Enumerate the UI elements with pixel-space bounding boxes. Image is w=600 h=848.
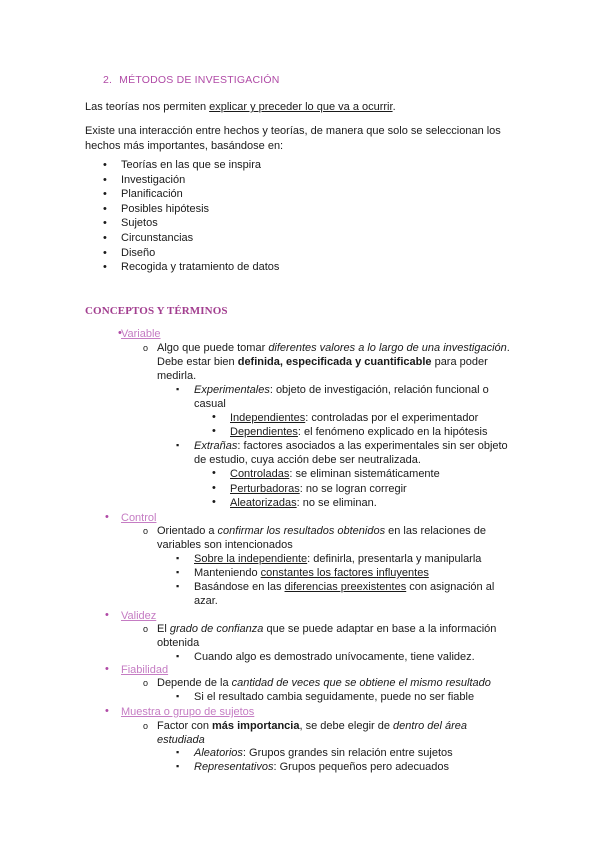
square-bullet: ▪ — [176, 761, 180, 771]
list-item: • Sujetos — [85, 216, 279, 231]
square-bullet: ▪ — [176, 440, 180, 450]
variable-aleatorizadas: Aleatorizadas: no se eliminan. — [230, 497, 377, 509]
concept-fiabilidad-title: Fiabilidad — [121, 664, 169, 676]
concepts-heading: CONCEPTOS Y TÉRMINOS — [85, 305, 228, 317]
square-bullet: ▪ — [176, 651, 180, 661]
intro-paragraph-1: Las teorías nos permiten explicar y preceder lo que va a ocurrir. — [85, 101, 396, 113]
variable-experimentales: Experimentales: objeto de investigación, relación funcional o — [194, 384, 489, 396]
variable-controladas: Controladas: se eliminan sistemáticamente — [230, 468, 440, 480]
control-sub-3-l2: azar. — [194, 595, 218, 607]
variable-extranas-l2: de estudio, cuya acción debe ser neutralizada. — [194, 454, 421, 466]
muestra-aleatorios: Aleatorios: Grupos grandes sin relación entre sujetos — [194, 747, 453, 759]
square-bullet: ▪ — [176, 384, 180, 394]
list-item: • Investigación — [85, 173, 279, 188]
variable-line-3: medirla. — [157, 370, 197, 382]
section-number: 2. — [103, 74, 113, 86]
control-line-2: variables son intencionados — [157, 539, 293, 551]
fiabilidad-sub-1: Si el resultado cambia seguidamente, puede no ser fiable — [194, 691, 475, 703]
bullet-dot: • — [105, 609, 109, 621]
bullet-dot: • — [212, 482, 216, 494]
intro-paragraph-2: Existe una interacción entre hechos y teorías, de manera que solo se seleccionan los hechos más importantes, basándose en: — [85, 125, 501, 152]
control-sub-3: Basándose en las diferencias preexistentes con asignación al — [194, 581, 495, 593]
muestra-representativos: Representativos: Grupos pequeños pero adecuados — [194, 761, 450, 773]
bullet-dot: • — [105, 511, 109, 523]
variable-perturbadoras: Perturbadoras: no se logran corregir — [230, 483, 407, 495]
concept-variable-title: Variable — [121, 328, 161, 340]
muestra-line-1: Factor con más importancia, se debe elegir de dentro del área — [157, 720, 468, 732]
bullet-dot: • — [212, 467, 216, 479]
square-bullet: ▪ — [176, 691, 180, 701]
control-line-1: Orientado a confirmar los resultados obtenidos en las relaciones de — [157, 525, 486, 537]
bases-list — [85, 158, 279, 275]
validez-line-2: obtenida — [157, 637, 200, 649]
list-item: • Planificación — [85, 187, 279, 202]
fiabilidad-line-1: Depende de la cantidad de veces que se obtiene el mismo resultado — [157, 677, 491, 689]
muestra-line-2: estudiada — [157, 734, 205, 746]
control-sub-2: Manteniendo constantes los factores influyentes — [194, 567, 429, 579]
bullet-dot: • — [212, 411, 216, 423]
validez-sub-1: Cuando algo es demostrado unívocamente, tiene validez. — [194, 651, 475, 663]
list-item: • Recogida y tratamiento de datos — [85, 260, 279, 275]
bullet-dot: • — [118, 327, 122, 339]
square-bullet: ▪ — [176, 747, 180, 757]
list-item: • Diseño — [85, 246, 279, 261]
circle-bullet: o — [143, 526, 149, 536]
square-bullet: ▪ — [176, 581, 180, 591]
list-item: • Circunstancias — [85, 231, 279, 246]
variable-line-1: Algo que puede tomar diferentes valores a lo largo de una investigación. — [157, 342, 510, 354]
bullet-dot: • — [105, 705, 109, 717]
circle-bullet: o — [143, 343, 149, 353]
bullet-dot: • — [212, 425, 216, 437]
section-heading — [103, 74, 280, 86]
control-sub-1: Sobre la independiente: definirla, presentarla y manipularla — [194, 553, 482, 565]
circle-bullet: o — [143, 721, 149, 731]
variable-line-2: Debe estar bien definida, especificada y cuantificable para poder — [157, 356, 488, 368]
variable-experimentales-l2: casual — [194, 398, 226, 410]
concept-validez-title: Validez — [121, 610, 157, 622]
section-title: MÉTODOS DE INVESTIGACIÓN — [119, 74, 280, 86]
validez-line-1: El grado de confianza que se puede adaptar en base a la información — [157, 623, 497, 635]
circle-bullet: o — [143, 678, 149, 688]
variable-extranas: Extrañas: factores asociados a las experimentales sin ser objeto — [194, 440, 508, 452]
list-item: • Posibles hipótesis — [85, 202, 279, 217]
variable-independientes: Independientes: controladas por el experimentador — [230, 412, 479, 424]
concept-muestra-title: Muestra o grupo de sujetos — [121, 706, 255, 718]
list-item: • Teorías en las que se inspira — [85, 158, 279, 173]
bullet-dot: • — [212, 496, 216, 508]
concept-control-title: Control — [121, 512, 157, 524]
bullet-dot: • — [105, 663, 109, 675]
intro-underlined-phrase: explicar y preceder lo que va a ocurrir — [209, 101, 393, 113]
variable-dependientes: Dependientes: el fenómeno explicado en la hipótesis — [230, 426, 488, 438]
square-bullet: ▪ — [176, 553, 180, 563]
circle-bullet: o — [143, 624, 149, 634]
square-bullet: ▪ — [176, 567, 180, 577]
